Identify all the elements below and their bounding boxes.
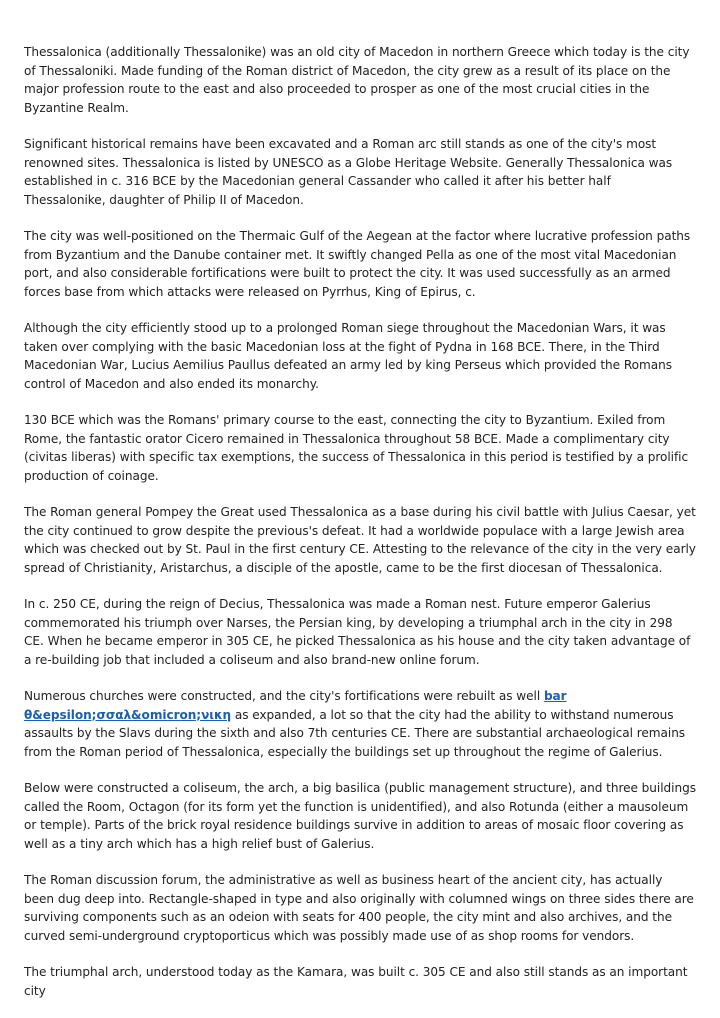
paragraph-11: The triumphal arch, understood today as the Kamara, was built c. 305 CE and also still stands as an important city bbox=[24, 965, 688, 998]
paragraph-2: Significant historical remains have been excavated and a Roman arc still stands as one of the city's most renowned sites. Thessalonica is listed by UNESCO as a Globe Heritage Website. Generally Thessalonica was established in c. 316 BCE by the Macedonian general Cassander who called it after his better half Thessalonike, daughter of Philip II of Macedon. bbox=[24, 137, 673, 207]
paragraph-1: Thessalonica (additionally Thessalonike) was an old city of Macedon in northern Greece which today is the city of Thessaloniki. Made funding of the Roman district of Macedon, the city grew as a result of its place on the major profession route to the east and also proceeded to prosper as one of the most crucial cities in the Byzantine Realm. bbox=[24, 45, 690, 115]
paragraph-10: The Roman discussion forum, the administrative as well as business heart of the ancient city, has actually been dug deep into. Rectangle-shaped in type and also originally with columned wings on three sides there are surviving components such as an odeion with seats for 400 people, the city mint and also archives, and the curved semi-underground cryptoporticus which was possibly made use of as shop rooms for vendors. bbox=[24, 873, 694, 943]
paragraph-8 bbox=[24, 687, 696, 761]
article-link[interactable]: bar θ&epsilon;σσαλ&omicron;νικη bbox=[24, 689, 567, 722]
paragraph-4: Although the city efficiently stood up to a prolonged Roman siege throughout the Macedonian Wars, it was taken over complying with the basic Macedonian loss at the fight of Pydna in 168 BCE. There, in the Third Macedonian War, Lucius Aemilius Paullus defeated an army led by king Perseus which provided the Romans control of Macedon and also ended its monarchy. bbox=[24, 321, 672, 391]
paragraph-9: Below were constructed a coliseum, the arch, a big basilica (public management structure), and three buildings called the Room, Octagon (for its form yet the function is unidentified), and also Rotunda (either a mausoleum or temple). Parts of the brick royal residence buildings survive in addition to areas of mosaic floor covering as well as a tiny arch which has a high relief bust of Galerius. bbox=[24, 781, 696, 851]
paragraph-5: 130 BCE which was the Romans' primary course to the east, connecting the city to Byzantium. Exiled from Rome, the fantastic orator Cicero remained in Thessalonica throughout 58 BCE. Made a complimentary city (civitas liberas) with specific tax exemptions, the success of Thessalonica in this period is testified by a prolific production of coinage. bbox=[24, 413, 689, 483]
paragraph-6: The Roman general Pompey the Great used Thessalonica as a base during his civil battle with Julius Caesar, yet the city continued to grow despite the previous's defeat. It had a worldwide populace with a large Jewish area which was checked out by St. Paul in the first century CE. Attesting to the relevance of the city in the very early spread of Christianity, Aristarchus, a disciple of the apostle, came to be the first diocesan of Thessalonica. bbox=[24, 505, 696, 575]
paragraph-8-before: Numerous churches were constructed, and the city's fortifications were rebuilt as well bbox=[24, 689, 544, 703]
paragraph-8-after: as expanded, a lot so that the city had the ability to withstand numerous assaults by the Slavs during the sixth and also 7th centuries CE. There are substantial archaeological remains from the Roman period of Thessalonica, especially the buildings set up throughout the regime of Galerius. bbox=[24, 707, 686, 759]
paragraph-7: In c. 250 CE, during the reign of Decius, Thessalonica was made a Roman nest. Future emperor Galerius commemorated his triumph over Narses, the Persian king, by developing a triumphal arch in the city in 298 CE. When he became emperor in 305 CE, he picked Thessalonica as his house and the city taken advantage of a re-building job that included a coliseum and also brand-new online forum. bbox=[24, 597, 691, 667]
paragraph-3: The city was well-positioned on the Thermaic Gulf of the Aegean at the factor where lucrative profession paths from Byzantium and the Danube container met. It swiftly changed Pella as one of the most vital Macedonian port, and also considerable fortifications were built to protect the city. It was used successfully as an armed forces base from which attacks were released on Pyrrhus, King of Epirus, c. bbox=[24, 229, 691, 299]
